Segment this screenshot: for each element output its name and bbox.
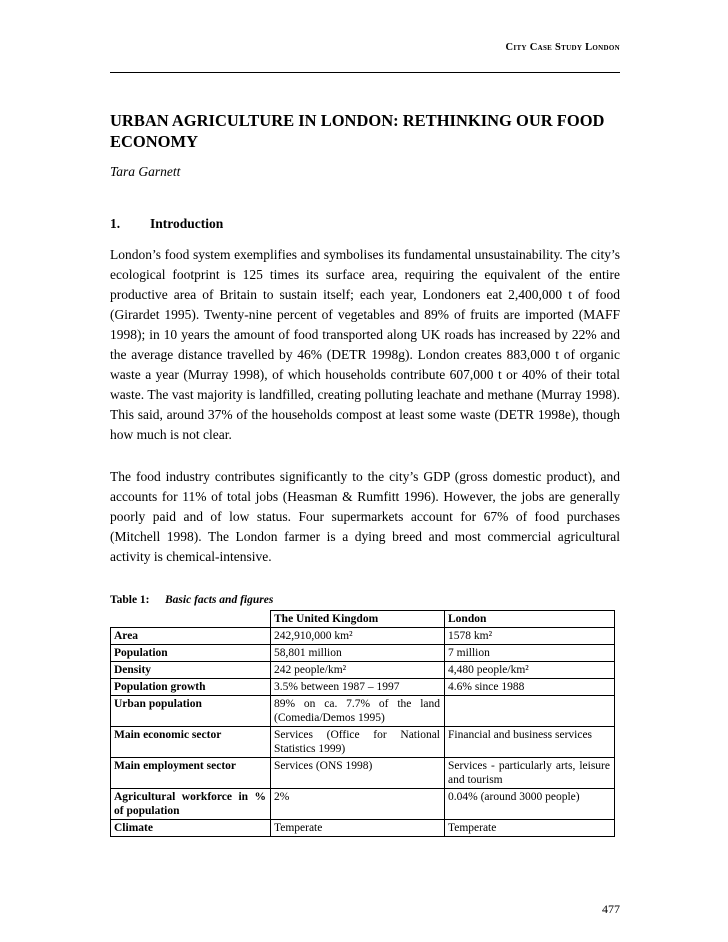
table-row-label: Population [111,645,271,662]
table-row-label: Agricultural workforce in % of population [111,789,271,820]
table-header-cell [111,611,271,628]
author-name: Tara Garnett [110,164,181,179]
table-cell: 89% on ca. 7.7% of the land (Comedia/Demos 1995) [271,696,445,727]
table-row-label: Density [111,662,271,679]
table-cell: Temperate [271,820,445,837]
table-row [111,679,615,696]
table-row-label: Population growth [111,679,271,696]
table-row-label: Main economic sector [111,727,271,758]
table-row [111,645,615,662]
section-title: Introduction [150,216,224,231]
table-caption [110,594,273,606]
table-row [111,758,615,789]
section-number: 1. [110,216,121,231]
table-cell: Services - particularly arts, leisure and tourism [445,758,615,789]
table-cell: Services (ONS 1998) [271,758,445,789]
table-row [111,727,615,758]
table-row-label: Main employment sector [111,758,271,789]
table-row [111,789,615,820]
table-cell [445,696,615,727]
table-row-label: Climate [111,820,271,837]
section-heading [110,216,223,232]
table-cell: Financial and business services [445,727,615,758]
table-header-cell: London [445,611,615,628]
paragraph-2: The food industry contributes significantly to the city’s GDP (gross domestic product), and accounts for 11% of total jobs (Heasman & Rumfitt 1996). However, the jobs are generally poorly paid and of low status. Four supermarkets account for 67% of food purchases (Mitchell 1998). The London farmer is a dying breed and most commercial agricultural activity is chemical-intensive. [110,469,620,564]
table-row [111,696,615,727]
table-cell: 2% [271,789,445,820]
table-cell: 0.04% (around 3000 people) [445,789,615,820]
table-row [111,628,615,645]
paragraph-1: London’s food system exemplifies and symbolises its fundamental unsustainability. The city’s ecological footprint is 125 times its surface area, requiring the equivalent of the entire productive area of Britain to sustain itself; each year, Londoners eat 2,400,000 t of food (Girardet 1995). Twenty-nine percent of vegetables and 89% of fruits are imported (MAFF 1998); in 10 years the amount of food transported along UK roads has increased by 22% and the average distance travelled by 46% (DETR 1998g). London creates 883,000 t of organic waste a year (Murray 1998), of which households contribute 607,000 t or 40% of their total waste. The vast majority is landfilled, creating polluting leachate and methane (Murray 1998). This said, around 37% of the households compost at least some waste (DETR 1998e), though how much is not clear. [110,247,620,442]
table-cell: Services (Office for National Statistics 1999) [271,727,445,758]
page-number: 477 [602,902,620,916]
table-cell: Temperate [445,820,615,837]
table-cell: 3.5% between 1987 – 1997 [271,679,445,696]
table-cell: 1578 km² [445,628,615,645]
table-row [111,662,615,679]
table-title: Basic facts and figures [165,594,274,606]
table-cell: 242 people/km² [271,662,445,679]
table-label: Table 1: [110,594,150,606]
article-title: URBAN AGRICULTURE IN LONDON: RETHINKING OUR FOOD ECONOMY [110,111,605,151]
table-row-label: Urban population [111,696,271,727]
table-cell: 4,480 people/km² [445,662,615,679]
table-cell: 242,910,000 km² [271,628,445,645]
header-rule [110,72,620,73]
table-cell: 4.6% since 1988 [445,679,615,696]
table-header-row [111,611,615,628]
table-header-cell: The United Kingdom [271,611,445,628]
table-row-label: Area [111,628,271,645]
table-cell: 7 million [445,645,615,662]
running-head: City Case Study London [505,42,620,53]
facts-table [110,610,615,837]
table-row [111,820,615,837]
table-cell: 58,801 million [271,645,445,662]
